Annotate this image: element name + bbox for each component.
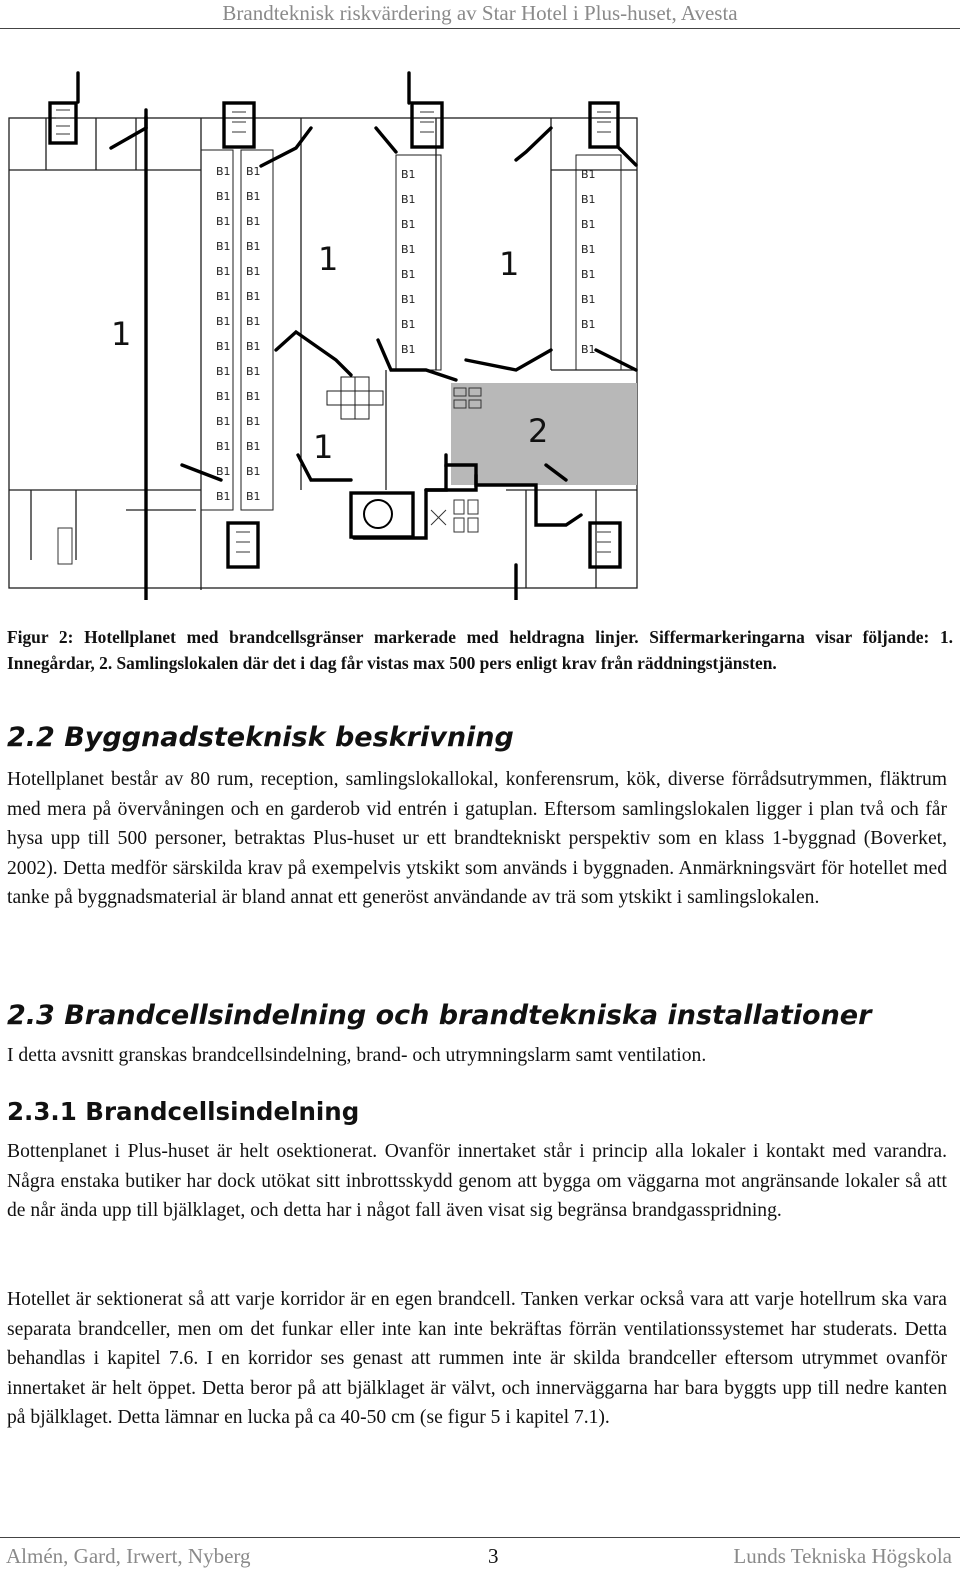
zone-label: 1 — [313, 428, 334, 466]
svg-text:B1: B1 — [246, 190, 261, 203]
svg-text:B1: B1 — [581, 243, 596, 256]
svg-text:B1: B1 — [216, 240, 231, 253]
svg-text:B1: B1 — [246, 240, 261, 253]
section-2-2-text: Hotellplanet består av 80 rum, reception, samlingslokallokal, konferensrum, kök, diverse förrådsutrymmen, fläktrum med mera på övervåningen och en garderob vid entrén i gatuplan. Eftersom samlingslokalen ligger i plan två och får hysa upp till 500 personer, betraktas Plus-huset ur ett brandtekniskt perspektiv som en klass 1-byggnad (Boverket, 2002). Detta medför särskilda krav på exempelvis ytskikt som används i byggnaden. Anmärkningsvärt för hotellet med tanke på byggnadsmaterial är bland annat ett generöst användande av trä som ytskikt i samlingslokalen. — [7, 769, 947, 908]
svg-text:B1: B1 — [246, 365, 261, 378]
svg-text:B1: B1 — [401, 243, 416, 256]
svg-text:B1: B1 — [216, 415, 231, 428]
zone-label: 1 — [318, 240, 339, 278]
zone-label: 2 — [528, 412, 549, 450]
floor-plan-drawing — [6, 70, 644, 600]
svg-text:B1: B1 — [246, 265, 261, 278]
zone-label: 1 — [499, 245, 520, 283]
svg-text:B1: B1 — [246, 315, 261, 328]
svg-text:B1: B1 — [216, 340, 231, 353]
svg-text:B1: B1 — [581, 168, 596, 181]
svg-text:B1: B1 — [246, 465, 261, 478]
fire-cell-boundaries — [78, 73, 636, 600]
running-header: Brandteknisk riskvärdering av Star Hotel i Plus-huset, Avesta — [0, 0, 960, 29]
svg-text:B1: B1 — [581, 218, 596, 231]
svg-text:B1: B1 — [246, 415, 261, 428]
svg-text:B1: B1 — [246, 490, 261, 503]
spiral-stair — [364, 500, 392, 528]
svg-text:B1: B1 — [581, 343, 596, 356]
svg-text:B1: B1 — [216, 290, 231, 303]
section-heading-2-3-1: 2.3.1 Brandcellsindelning — [7, 1097, 360, 1126]
room-column-center — [396, 155, 441, 370]
svg-text:B1: B1 — [216, 165, 231, 178]
svg-text:B1: B1 — [401, 343, 416, 356]
section-2-3-text: I detta avsnitt granskas brandcellsindelning, brand- och utrymningslarm samt ventilation. — [7, 1045, 707, 1066]
svg-text:B1: B1 — [216, 390, 231, 403]
svg-text:B1: B1 — [401, 168, 416, 181]
svg-text:B1: B1 — [216, 190, 231, 203]
svg-text:B1: B1 — [216, 440, 231, 453]
svg-text:B1: B1 — [246, 165, 261, 178]
section-2-3-1-paragraph: Bottenplanet i Plus-huset är helt osektionerat. Ovanför innertaket står i princip alla lokaler i kontakt med varandra. Några enstaka butiker har dock utökat sitt inbrottsskydd genom att bygga om väggarna mot angränsande lokaler så att de når ända upp till bjälklaget, och detta har i något fall även visat sig begränsa brandgasspridning. — [7, 1141, 947, 1221]
svg-text:B1: B1 — [216, 265, 231, 278]
svg-text:B1: B1 — [581, 193, 596, 206]
svg-text:B1: B1 — [401, 293, 416, 306]
svg-text:B1: B1 — [581, 318, 596, 331]
svg-text:B1: B1 — [581, 268, 596, 281]
skylight-grid — [327, 377, 383, 419]
svg-text:B1: B1 — [216, 315, 231, 328]
svg-text:B1: B1 — [401, 193, 416, 206]
page-footer — [0, 1537, 960, 1582]
zone-label: 1 — [111, 315, 132, 353]
svg-text:B1: B1 — [246, 340, 261, 353]
svg-text:B1: B1 — [246, 390, 261, 403]
floor-plan-figure — [6, 70, 644, 600]
section-2-3-1-paragraph: Hotellet är sektionerat så att varje korridor är en egen brandcell. Tanken verkar också vara att varje hotellrum ska vara separata brandceller, men om det funkar eller inte kan inte bekräftas förrän ventilationssystemet har studerats. Detta behandlas i kapitel 7.6. I en korridor ses genast att rummen inte är skilda brandceller eftersom utrymmet ovanför innertaket är helt öppet. Detta beror på att bjälklaget är välvt, och innerväggarna har bara byggts upp till nedre kanten på bjälklaget. Detta lämnar en lucka på ca 40-50 cm (se figur 5 i kapitel 7.1). — [7, 1289, 947, 1428]
footer-authors: Almén, Gard, Irwert, Nyberg — [6, 1544, 251, 1568]
svg-text:B1: B1 — [401, 218, 416, 231]
svg-text:B1: B1 — [246, 440, 261, 453]
section-heading-2-3: 2.3 Brandcellsindelning och brandtekniska installationer — [7, 1000, 872, 1031]
footer-page-number: 3 — [488, 1544, 499, 1568]
svg-text:B1: B1 — [216, 490, 231, 503]
room-column-right — [576, 155, 621, 370]
svg-text:B1: B1 — [216, 365, 231, 378]
section-heading-2-2: 2.2 Byggnadsteknisk beskrivning — [7, 722, 514, 753]
room-column-left — [201, 150, 273, 510]
svg-text:B1: B1 — [246, 215, 261, 228]
svg-text:B1: B1 — [216, 465, 231, 478]
svg-text:B1: B1 — [246, 290, 261, 303]
svg-text:B1: B1 — [581, 293, 596, 306]
svg-text:B1: B1 — [216, 215, 231, 228]
footer-institution: Lunds Tekniska Högskola — [733, 1544, 952, 1568]
svg-text:B1: B1 — [401, 318, 416, 331]
svg-text:B1: B1 — [401, 268, 416, 281]
figure-caption: Figur 2: Hotellplanet med brandcellsgränser markerade med heldragna linjer. Siffermarkeringarna visar följande: 1. Innegårdar, 2. Samlingslokalen där det i dag får vistas max 500 pers enligt krav från räddningstjänsten. — [7, 627, 953, 673]
